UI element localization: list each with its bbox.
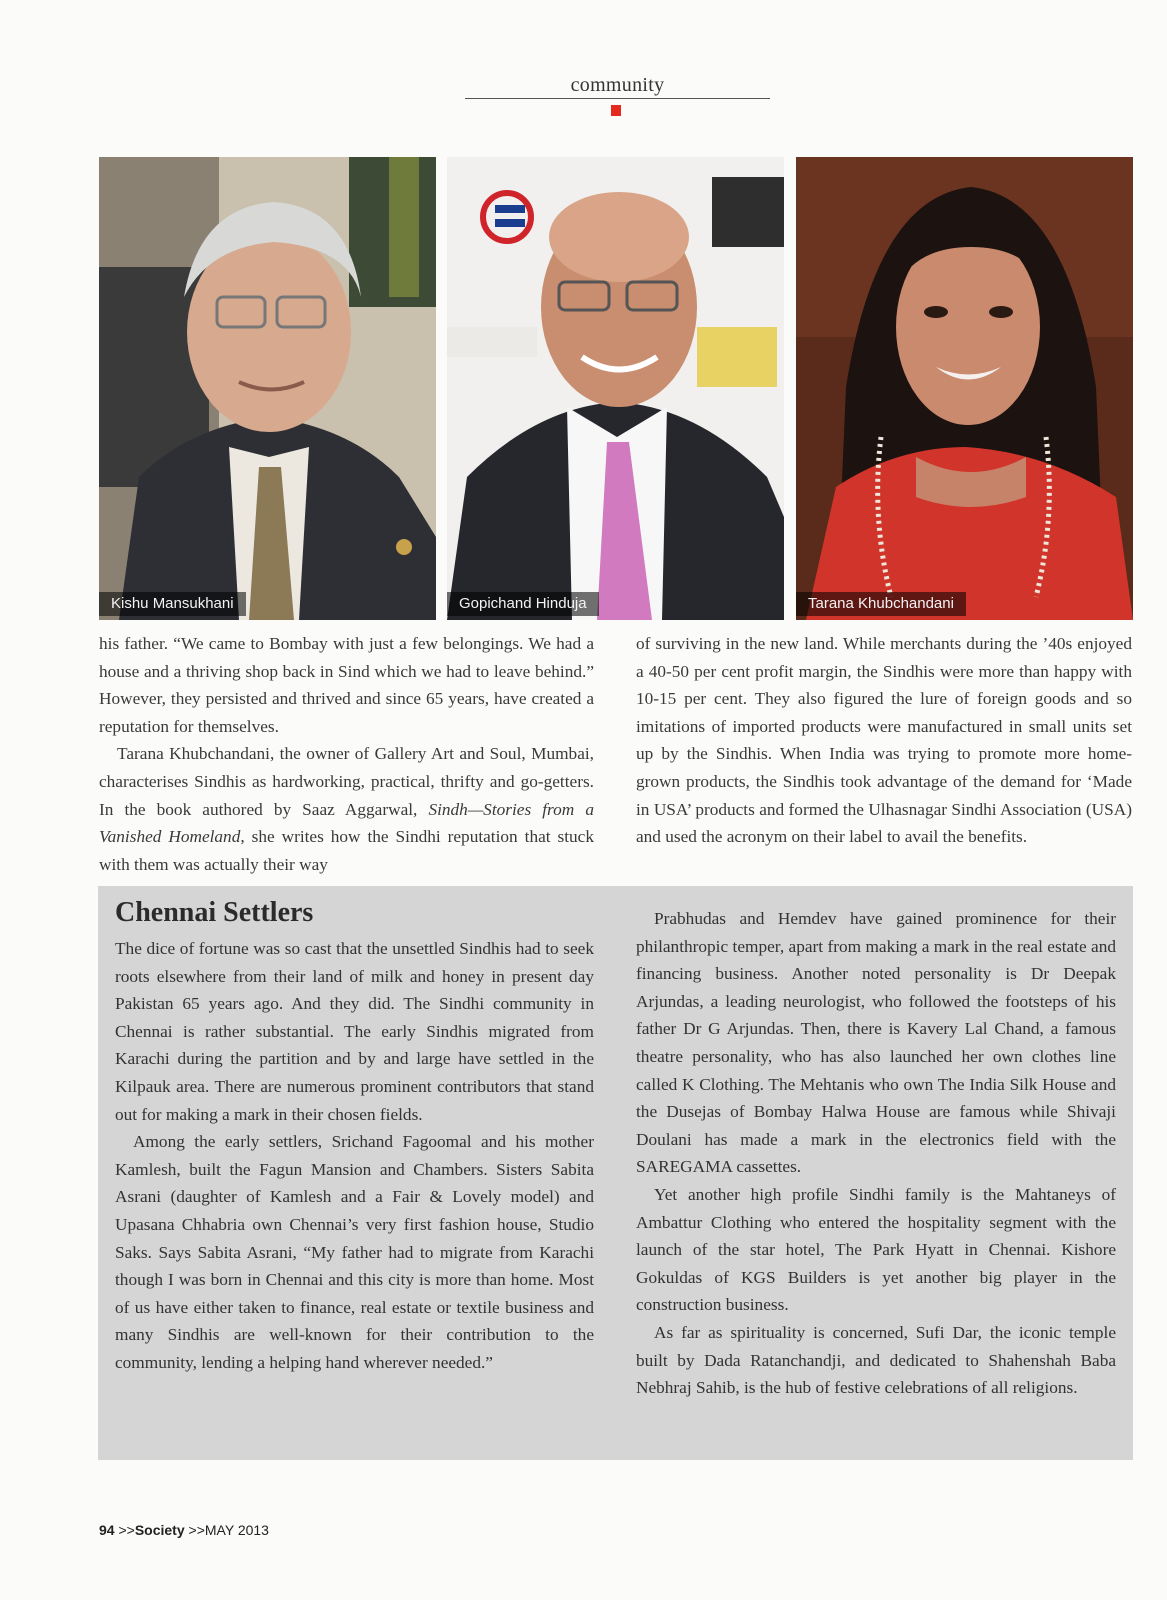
article-paragraph: his father. “We came to Bombay with just a few belongings. We had a house and a thriving shop back in Sind which we had to leave behind.” However, they persisted and thrived and since 65 years, have created a reputation for themselves.: [99, 634, 594, 736]
photo-kishu-mansukhani: [99, 157, 436, 620]
page-footer: 94 >>Society >>MAY 2013: [99, 1522, 269, 1538]
sidebar-column-left: [115, 935, 594, 1377]
article-column-right: [636, 630, 1132, 851]
section-rule: [465, 98, 770, 99]
magazine-name: Society: [134, 1522, 185, 1538]
photo-tarana-khubchandani: [796, 157, 1133, 620]
article-paragraph: of surviving in the new land. While merchants during the ’40s enjoyed a 40-50 per cent profit margin, the Sindhis were more than happy with 10-15 per cent. They also figured the lure of foreign goods and so imitations of imported products were manufactured in small units set up by the Sindhis. When India was trying to promote more home-grown products, the Sindhis took advantage of the demand for ‘Made in USA’ products and formed the Ulhasnagar Sindhi Association (USA) and used the acronym on their label to avail the benefits.: [636, 634, 1132, 847]
sidebar-column-right: [636, 905, 1116, 1402]
photo-gopichand-hinduja: [447, 157, 784, 620]
section-marker: [611, 105, 621, 116]
sidebar-paragraph: Prabhudas and Hemdev have gained prominence for their philanthropic temper, apart from making a mark in the real estate and financing business. Another noted personality is Dr Deepak Arjundas, a leading neurologist, who followed the footsteps of his father Dr G Arjundas. Then, there is Kavery Lal Chand, a famous theatre personality, who has also launched her own clothes line called K Clothing. The Mehtanis who own The India Silk House and the Dusejas of Bombay Halwa House are famous while Shivaji Doulani has made a mark in the electronics field with the SAREGAMA cassettes.: [636, 909, 1116, 1177]
article-paragraph: Tarana Khubchandani, the owner of Gallery Art and Soul, Mumbai, characterises Sindhis as hardworking, practical, thrifty and go-getters. In the book authored by Saaz Aggarwal, Sindh—Stories from a Vanished Homeland, she writes how the Sindhi reputation that stuck with them was actually their way: [99, 744, 594, 874]
article-column-left: [99, 630, 594, 878]
sidebar-paragraph: As far as spirituality is concerned, Sufi Dar, the iconic temple built by Dada Ratanchandji, and dedicated to Shahenshah Baba Nebhraj Sahib, is the hub of festive celebrations of all religions.: [636, 1322, 1116, 1398]
sidebar-paragraph: Yet another high profile Sindhi family is the Mahtaneys of Ambattur Clothing who entered the hospitality segment with the launch of the star hotel, The Park Hyatt in Chennai. Kishore Gokuldas of KGS Builders is yet another big player in the construction business.: [636, 1184, 1116, 1315]
photo-caption: Gopichand Hinduja: [447, 592, 599, 616]
portrait-illustration: [796, 157, 1133, 620]
issue-date: MAY 2013: [204, 1522, 269, 1538]
portrait-illustration: [447, 157, 784, 620]
section-label: community: [570, 74, 665, 96]
sidebar-paragraph: The dice of fortune was so cast that the unsettled Sindhis had to seek roots elsewhere from their land of milk and honey in present day Pakistan 65 years ago. And they did. The Sindhi community in Chennai is rather substantial. The early Sindhis migrated from Karachi during the partition and by and large have settled in the Kilpauk area. There are numerous prominent contributors that stand out for making a mark in their chosen fields.: [115, 939, 594, 1124]
book-title: Sindh—Stories from a Vanished Homeland: [99, 799, 594, 847]
page-number: 94: [99, 1522, 115, 1538]
sidebar-paragraph: Among the early settlers, Srichand Fagoomal and his mother Kamlesh, built the Fagun Mansion and Chambers. Sisters Sabita Asrani (daughter of Kamlesh and a Fair & Lovely model) and Upasana Chhabria own Chennai’s very first fashion house, Studio Saks. Says Sabita Asrani, “My father had to migrate from Karachi though I was born in Chennai and this city is more than home. Most of us have either taken to finance, real estate or textile business and many Sindhis are well-known for their contribution to the community, lending a helping hand wherever needed.”: [115, 1132, 594, 1372]
photo-caption: Kishu Mansukhani: [99, 592, 246, 616]
photo-caption: Tarana Khubchandani: [796, 592, 966, 616]
portrait-illustration: [99, 157, 436, 620]
sidebar-title: Chennai Settlers: [115, 897, 314, 928]
